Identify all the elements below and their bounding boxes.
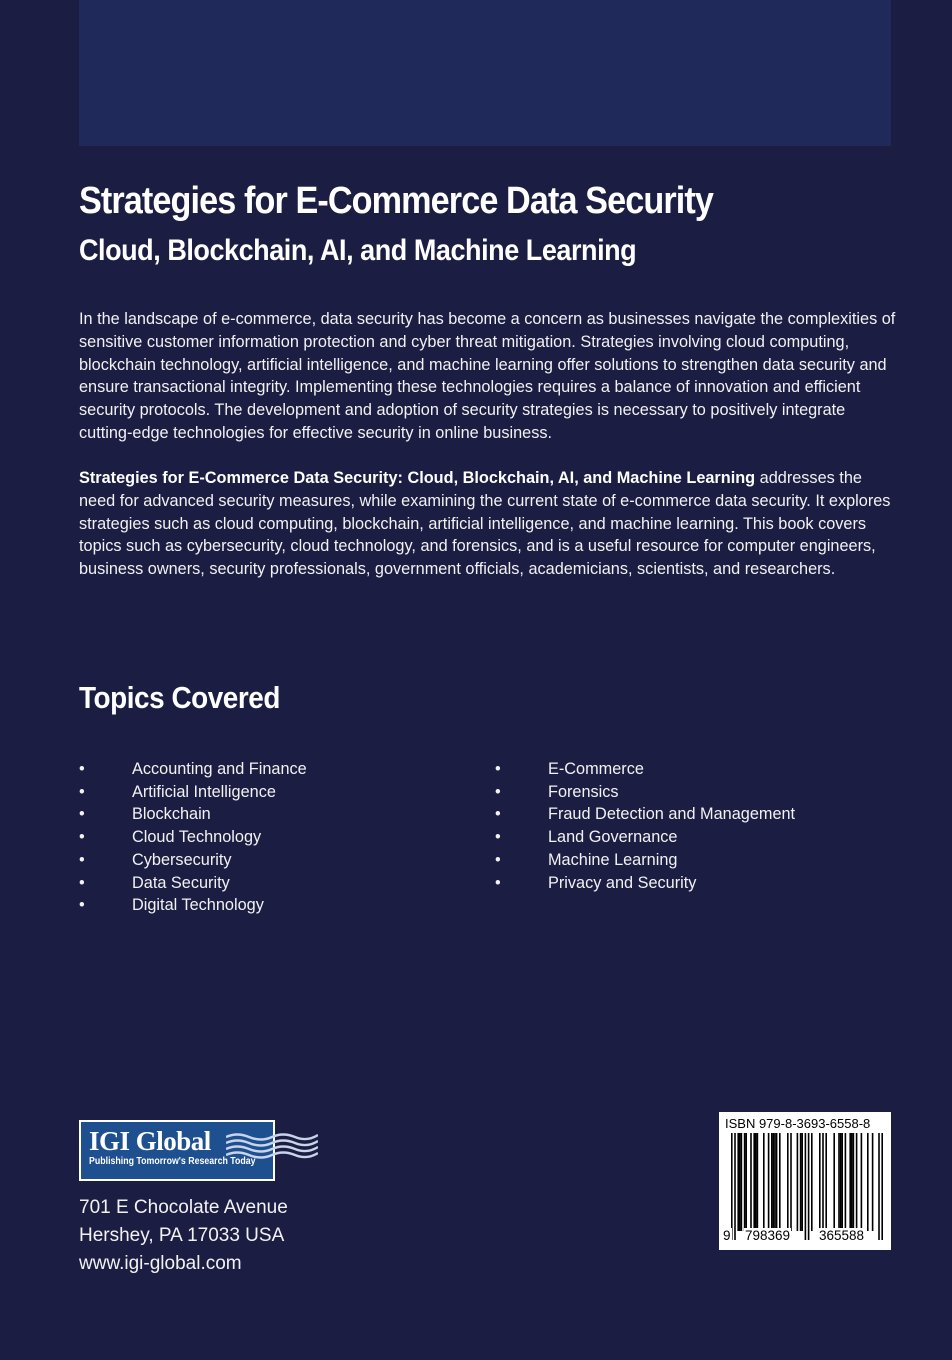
barcode-bar [750,1133,752,1231]
barcode-bar [872,1133,874,1231]
topic-label: E-Commerce [548,760,644,778]
bullet-icon: • [79,805,85,824]
barcode-bar [833,1133,835,1231]
barcode-bar [856,1133,858,1231]
topic-item [79,758,307,781]
barcode-bar [774,1133,776,1231]
barcode-bar [739,1133,741,1231]
barcode-bar [840,1133,842,1231]
top-color-band [79,0,891,146]
topic-item [79,781,307,804]
barcode-bar [734,1133,736,1240]
topic-label: Forensics [548,782,619,801]
isbn-barcode [719,1112,891,1250]
topic-item [495,849,795,872]
topic-item [495,872,795,895]
logo-tagline: Publishing Tomorrow's Research Today [89,1156,256,1167]
isbn-label: ISBN 979-8-3693-6558-8 [725,1116,871,1131]
topic-label: Data Security [132,873,230,892]
topic-item [79,803,307,826]
topic-label: Machine Learning [548,850,678,869]
bullet-icon: • [495,828,501,847]
barcode-bar [801,1133,803,1231]
barcode-bar [776,1133,778,1231]
barcode-bar [763,1133,765,1231]
topics-list-right [495,758,795,894]
topic-item [495,781,795,804]
topic-item [79,872,307,895]
barcode-bar [773,1133,775,1231]
barcode-bar [797,1133,799,1231]
barcode-bar [771,1133,773,1231]
barcode-bar [811,1133,813,1231]
bullet-icon: • [79,873,85,892]
topic-label: Cloud Technology [132,828,262,847]
barcode-bar [845,1133,847,1231]
description-book-title-bold: Strategies for E-Commerce Data Security: Cloud, Blockchain, AI, and Machine Learning [79,469,756,487]
topic-item [79,849,307,872]
barcode-bar [822,1133,824,1231]
topic-label: Land Governance [548,828,678,847]
topic-item [495,758,795,781]
topic-label: Cybersecurity [132,850,232,869]
address-street: 701 E Chocolate Avenue [79,1197,288,1218]
barcode-bar [881,1133,883,1240]
bullet-icon: • [79,782,85,801]
barcode-bar [849,1133,851,1231]
bullet-icon: • [495,850,501,869]
description-paragraph-1: In the landscape of e-commerce, data security has become a concern as businesses navigate the complexities of sensitive customer information protection and cyber threat mitigation. Strategies involving cloud computing, blockchain technology, artificial intelligence, and machine learning offer solutions to strengthen data security and ensure transactional integrity. Implementing these technologies requires a balance of innovation and efficient security protocols. The development and adoption of security strategies is necessary to positively integrate cutting-edge technologies for effective security in online business. [79,310,896,442]
topic-label: Blockchain [132,805,211,824]
topic-item [79,826,307,849]
topic-item [79,894,307,917]
publisher-address [79,1194,288,1278]
bullet-icon: • [495,782,501,801]
barcode-bar [800,1133,802,1231]
barcode-bar [878,1133,880,1240]
barcode-bar [787,1133,789,1231]
topic-label: Accounting and Finance [132,760,307,778]
barcode-bar [841,1133,843,1231]
topic-item [495,826,795,849]
barcode-bar [851,1133,853,1231]
bullet-icon: • [79,896,85,915]
barcode-bar [757,1133,759,1231]
barcode-bar [755,1133,757,1231]
topic-item [495,803,795,826]
barcode-bar [790,1133,792,1231]
address-city: Hershey, PA 17033 USA [79,1225,285,1246]
barcode-first-digit: 9 [723,1228,731,1243]
bullet-icon: • [79,850,85,869]
barcode-bar [825,1133,827,1231]
barcode-bar [819,1133,821,1231]
topic-label: Artificial Intelligence [132,782,276,801]
topics-list-left [79,758,307,917]
bullet-icon: • [79,828,85,847]
barcode-bar [741,1133,743,1231]
description-paragraph-2-text: addresses the need for advanced security measures, while examining the current state of e-commerce data security. It explores strategies such as cloud computing, blockchain, artificial intelligence, and machine learning. This book covers topics such as cybersecurity, cloud technology, and forensics, and is a useful resource for computer engineers, business owners, security professionals, government officials, academicians, scientists, and researchers. [79,469,891,579]
topic-label: Privacy and Security [548,873,697,892]
description-paragraph-2 [79,467,899,581]
bullet-icon: • [495,805,501,824]
barcode-left-digits: 798369 [745,1228,791,1243]
barcode-bar [861,1133,863,1231]
barcode-bar [768,1133,770,1231]
book-title: Strategies for E-Commerce Data Security [79,180,713,222]
barcode-bar [808,1133,810,1240]
logo-publisher-name: IGI Global [89,1126,211,1156]
barcode-bar [867,1133,869,1231]
topics-heading: Topics Covered [79,680,280,715]
topic-label: Digital Technology [132,896,264,915]
barcode-bar [838,1133,840,1231]
barcode-bar [753,1133,755,1231]
barcode-bar [737,1133,739,1231]
barcode-bar [731,1133,733,1240]
barcode-right-digits: 365588 [819,1228,865,1243]
bullet-icon: • [495,760,501,778]
barcode-bar [779,1133,781,1231]
publisher-website: www.igi-global.com [79,1253,242,1274]
bullet-icon: • [79,760,85,778]
logo-waves-icon [226,1131,318,1161]
barcode-bar [744,1133,746,1231]
topic-label: Fraud Detection and Management [548,805,796,824]
book-subtitle: Cloud, Blockchain, AI, and Machine Learning [79,234,637,267]
barcode-bar [745,1133,747,1231]
barcode-bar [853,1133,855,1231]
bullet-icon: • [495,873,501,892]
barcode-bar [805,1133,807,1240]
